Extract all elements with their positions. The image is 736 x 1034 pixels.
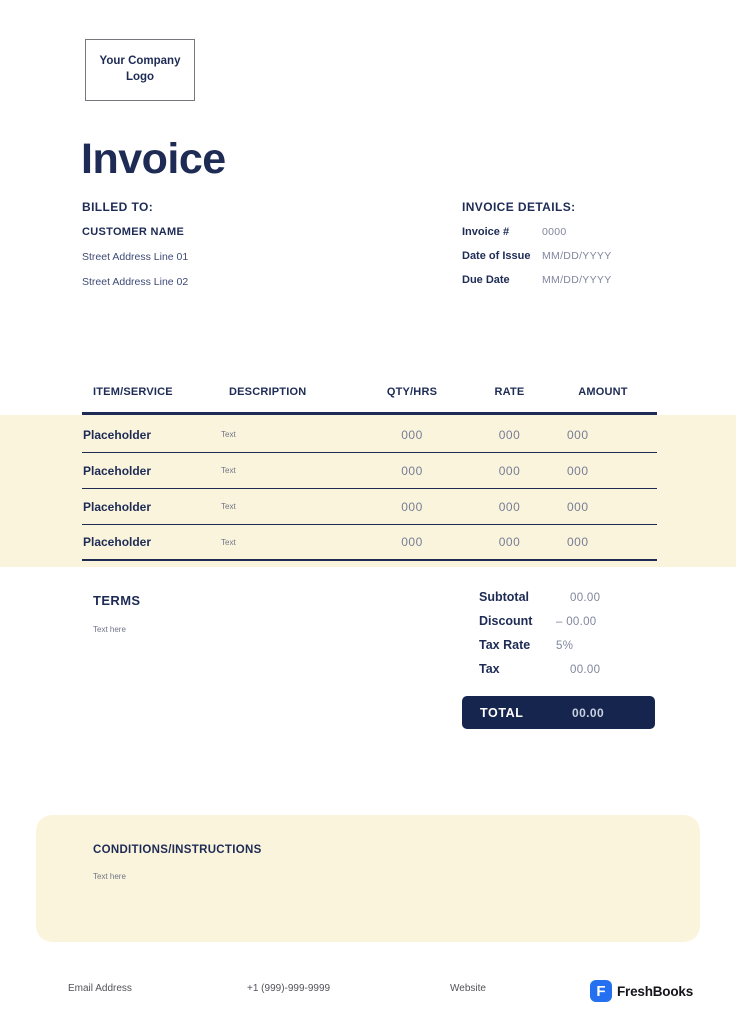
date-of-issue-row <box>462 250 612 262</box>
table-row <box>82 489 657 525</box>
freshbooks-icon: F <box>590 980 612 1002</box>
conditions-section <box>36 815 700 942</box>
subtotal-label: Subtotal <box>479 590 529 604</box>
address-line-2: Street Address Line 02 <box>82 276 189 288</box>
invoice-number-value: 0000 <box>542 226 567 238</box>
tax-rate-value: 5% <box>556 640 574 652</box>
terms-heading: TERMS <box>93 593 141 608</box>
invoice-number-label: Invoice # <box>462 226 510 238</box>
items-table-body <box>82 417 657 561</box>
column-header-qty-hrs: QTY/HRS <box>386 386 438 398</box>
column-header-amount: AMOUNT <box>578 386 628 398</box>
amount-cell: 000 <box>567 499 589 514</box>
table-row <box>82 525 657 561</box>
tax-row <box>479 662 610 677</box>
total-value: 00.00 <box>572 705 605 720</box>
discount-value: – 00.00 <box>556 616 597 628</box>
table-row <box>82 417 657 453</box>
total-bar <box>462 696 655 729</box>
subtotal-value: 00.00 <box>570 592 601 604</box>
subtotal-row <box>479 590 610 605</box>
amount-cell: 000 <box>567 427 589 442</box>
freshbooks-logo <box>590 980 693 1002</box>
description-cell: Text <box>221 430 236 439</box>
invoice-details-heading: INVOICE DETAILS: <box>462 200 576 214</box>
due-date-row <box>462 274 612 286</box>
table-row <box>82 453 657 489</box>
tax-label: Tax <box>479 662 500 676</box>
amount-cell: 000 <box>567 535 589 549</box>
description-cell: Text <box>221 502 236 511</box>
total-label: TOTAL <box>480 705 524 720</box>
column-header-description: DESCRIPTION <box>229 386 307 398</box>
rate-cell: 000 <box>498 427 521 442</box>
discount-row <box>479 614 610 629</box>
date-of-issue-label: Date of Issue <box>462 250 531 262</box>
tax-value: 00.00 <box>570 664 601 676</box>
due-date-label: Due Date <box>462 274 510 286</box>
conditions-heading: CONDITIONS/INSTRUCTIONS <box>93 844 262 856</box>
invoice-number-row <box>462 226 612 238</box>
footer-phone: +1 (999)-999-9999 <box>247 983 331 994</box>
freshbooks-wordmark: FreshBooks <box>617 983 694 999</box>
tax-rate-row <box>479 638 610 653</box>
billed-to-section <box>82 200 188 288</box>
qty-cell: 000 <box>401 463 423 478</box>
column-header-item-service: ITEM/SERVICE <box>93 386 173 398</box>
qty-cell: 000 <box>401 499 423 514</box>
terms-section <box>93 593 141 634</box>
date-of-issue-value: MM/DD/YYYY <box>542 250 612 262</box>
footer-email: Email Address <box>68 983 132 994</box>
rate-cell: 000 <box>498 535 521 549</box>
item-cell: Placeholder <box>83 535 152 549</box>
item-cell: Placeholder <box>83 427 152 442</box>
totals-section <box>479 590 610 686</box>
item-cell: Placeholder <box>83 499 152 514</box>
terms-text: Text here <box>93 625 126 634</box>
footer <box>0 979 736 1009</box>
billed-to-heading: BILLED TO: <box>82 200 154 214</box>
discount-label: Discount <box>479 614 533 628</box>
rate-cell: 000 <box>498 463 521 478</box>
item-cell: Placeholder <box>83 463 152 478</box>
column-header-rate: RATE <box>494 386 525 398</box>
page-title: Invoice <box>81 135 226 183</box>
address-line-1: Street Address Line 01 <box>82 251 189 263</box>
description-cell: Text <box>221 537 236 547</box>
qty-cell: 000 <box>401 535 423 549</box>
rate-cell: 000 <box>498 499 521 514</box>
amount-cell: 000 <box>567 463 589 478</box>
company-logo-box <box>85 39 195 101</box>
footer-website: Website <box>450 983 486 994</box>
tax-rate-label: Tax Rate <box>479 638 531 652</box>
company-logo-text: Your Company Logo <box>99 55 181 83</box>
qty-cell: 000 <box>401 427 423 442</box>
customer-name: CUSTOMER NAME <box>82 226 185 238</box>
conditions-text: Text here <box>93 872 126 881</box>
items-table-header <box>82 386 657 398</box>
due-date-value: MM/DD/YYYY <box>542 274 612 286</box>
description-cell: Text <box>221 466 236 475</box>
invoice-details-section <box>462 200 612 286</box>
